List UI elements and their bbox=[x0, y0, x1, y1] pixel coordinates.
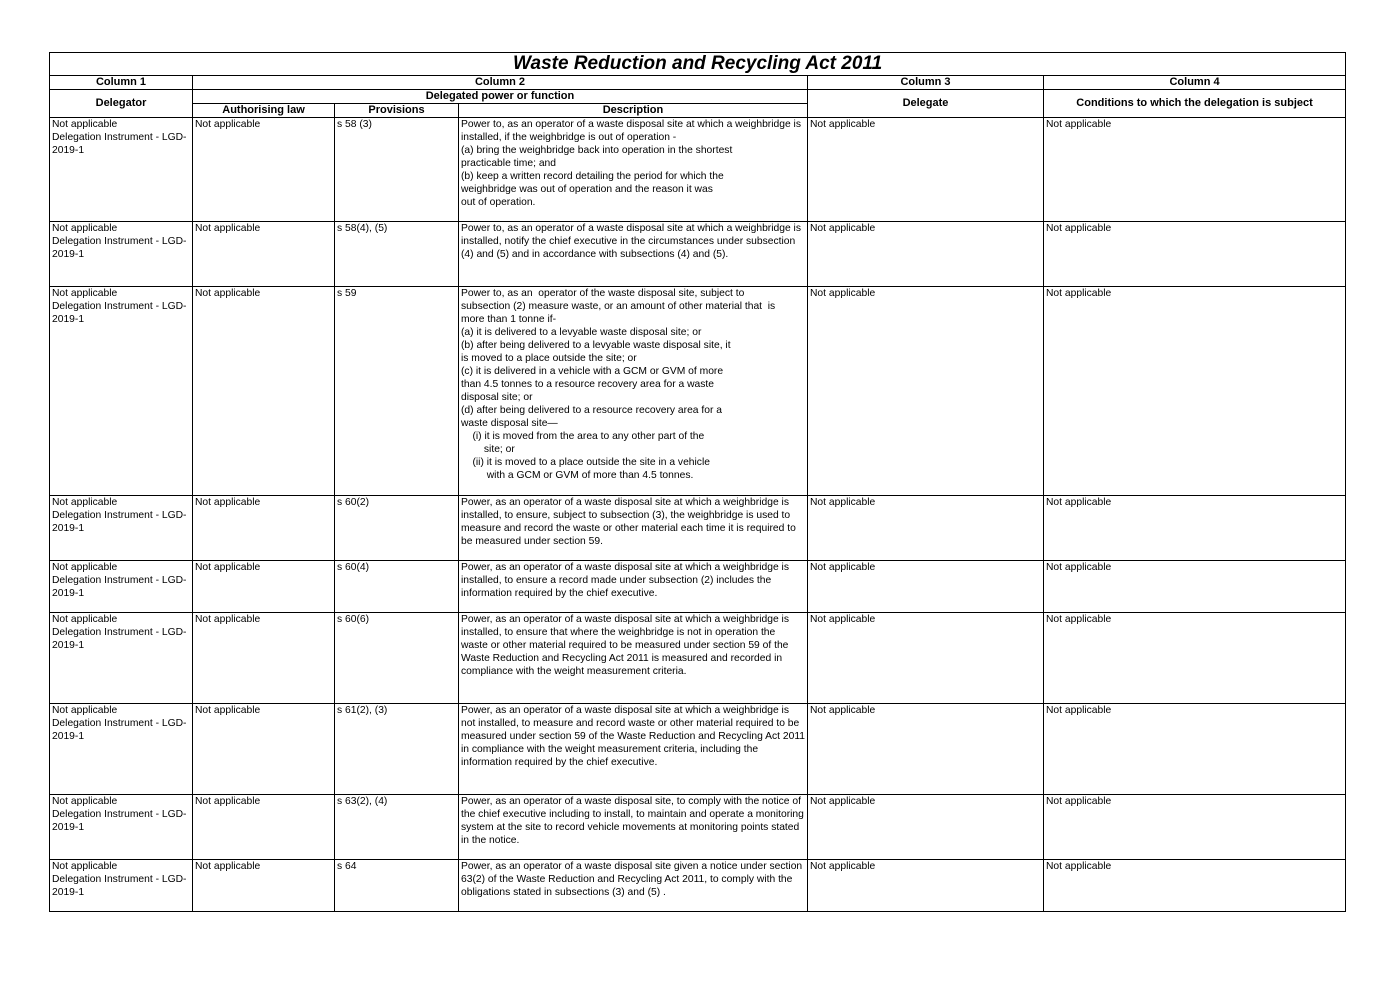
description-cell: Power, as an operator of a waste disposal site at which a weighbridge is installed, to ensure a record made under subsection (2) includes the information required by the chief executive. bbox=[459, 561, 808, 613]
authorising-law-cell: Not applicable bbox=[193, 287, 335, 496]
delegator-cell: Not applicable Delegation Instrument - LGD- 2019-1 bbox=[50, 860, 193, 912]
description-cell: Power to, as an operator of the waste disposal site, subject to subsection (2) measure waste, or an amount of other material that is more than 1 tonne if- (a) it is delivered to a levyable waste disposal site; or (b) after being delivered to a levyable waste disposal site, it is moved to a place outside the site; or (c) it is delivered in a vehicle with a GCM or GVM of more than 4.5 tonnes to a resource recovery area for a waste disposal site; or (d) after being delivered to a resource recovery area for a waste disposal site— (i) it is moved from the area to any other part of the site; or (ii) it is moved to a place outside the site in a vehicle with a GCM or GVM of more than 4.5 tonnes. bbox=[459, 287, 808, 496]
table-row bbox=[50, 561, 1346, 613]
delegate-header: Delegate bbox=[808, 90, 1044, 118]
table-row bbox=[50, 287, 1346, 496]
table-row bbox=[50, 222, 1346, 287]
conditions-cell: Not applicable bbox=[1044, 860, 1346, 912]
description-header: Description bbox=[459, 104, 808, 118]
delegator-cell: Not applicable Delegation Instrument - LGD- 2019-1 bbox=[50, 287, 193, 496]
delegator-header: Delegator bbox=[50, 90, 193, 118]
authorising-law-cell: Not applicable bbox=[193, 222, 335, 287]
table-row bbox=[50, 704, 1346, 795]
delegate-cell: Not applicable bbox=[808, 496, 1044, 561]
table-row bbox=[50, 795, 1346, 860]
delegator-cell: Not applicable Delegation Instrument - LGD- 2019-1 bbox=[50, 118, 193, 222]
page-title: Waste Reduction and Recycling Act 2011 bbox=[50, 53, 1346, 76]
delegation-sheet bbox=[49, 52, 1345, 912]
delegate-cell: Not applicable bbox=[808, 613, 1044, 704]
provision-cell: s 59 bbox=[335, 287, 459, 496]
conditions-cell: Not applicable bbox=[1044, 496, 1346, 561]
conditions-cell: Not applicable bbox=[1044, 704, 1346, 795]
provision-cell: s 60(2) bbox=[335, 496, 459, 561]
conditions-cell: Not applicable bbox=[1044, 287, 1346, 496]
column-4-header: Column 4 bbox=[1044, 76, 1346, 90]
delegator-cell: Not applicable Delegation Instrument - LGD- 2019-1 bbox=[50, 222, 193, 287]
delegator-cell: Not applicable Delegation Instrument - LGD- 2019-1 bbox=[50, 561, 193, 613]
description-cell: Power, as an operator of a waste disposal site at which a weighbridge is not installed, to measure and record waste or other material required to be measured under section 59 of the Waste Reduction and Recycling Act 2011 in compliance with the weight measurement criteria, including the information required by the chief executive. bbox=[459, 704, 808, 795]
authorising-law-cell: Not applicable bbox=[193, 860, 335, 912]
authorising-law-cell: Not applicable bbox=[193, 118, 335, 222]
provision-cell: s 63(2), (4) bbox=[335, 795, 459, 860]
description-cell: Power, as an operator of a waste disposal site, to comply with the notice of the chief executive including to install, to maintain and operate a monitoring system at the site to record vehicle movements at monitoring points stated in the notice. bbox=[459, 795, 808, 860]
provision-cell: s 60(4) bbox=[335, 561, 459, 613]
authorising-law-cell: Not applicable bbox=[193, 795, 335, 860]
provision-cell: s 58 (3) bbox=[335, 118, 459, 222]
description-cell: Power to, as an operator of a waste disposal site at which a weighbridge is installed, notify the chief executive in the circumstances under subsection (4) and (5) and in accordance with subsections (4) and (5). bbox=[459, 222, 808, 287]
conditions-cell: Not applicable bbox=[1044, 561, 1346, 613]
delegate-cell: Not applicable bbox=[808, 561, 1044, 613]
conditions-cell: Not applicable bbox=[1044, 222, 1346, 287]
delegated-power-header: Delegated power or function bbox=[193, 90, 808, 104]
provision-cell: s 58(4), (5) bbox=[335, 222, 459, 287]
conditions-cell: Not applicable bbox=[1044, 795, 1346, 860]
delegation-table bbox=[49, 52, 1346, 912]
authorising-law-header: Authorising law bbox=[193, 104, 335, 118]
delegate-cell: Not applicable bbox=[808, 287, 1044, 496]
authorising-law-cell: Not applicable bbox=[193, 704, 335, 795]
conditions-cell: Not applicable bbox=[1044, 613, 1346, 704]
description-cell: Power, as an operator of a waste disposal site at which a weighbridge is installed, to ensure that where the weighbridge is not in operation the waste or other material required to be measured under section 59 of the Waste Reduction and Recycling Act 2011 is measured and recorded in compliance with the weight measurement criteria. bbox=[459, 613, 808, 704]
delegate-cell: Not applicable bbox=[808, 118, 1044, 222]
table-row bbox=[50, 860, 1346, 912]
provision-cell: s 61(2), (3) bbox=[335, 704, 459, 795]
conditions-cell: Not applicable bbox=[1044, 118, 1346, 222]
table-row bbox=[50, 613, 1346, 704]
description-cell: Power, as an operator of a waste disposal site at which a weighbridge is installed, to ensure, subject to subsection (3), the weighbridge is used to measure and record the waste or other material each time it is required to be measured under section 59. bbox=[459, 496, 808, 561]
delegator-cell: Not applicable Delegation Instrument - LGD- 2019-1 bbox=[50, 496, 193, 561]
authorising-law-cell: Not applicable bbox=[193, 613, 335, 704]
table-row bbox=[50, 118, 1346, 222]
description-cell: Power, as an operator of a waste disposal site given a notice under section 63(2) of the Waste Reduction and Recycling Act 2011, to comply with the obligations stated in subsections (3) and (5) . bbox=[459, 860, 808, 912]
delegate-cell: Not applicable bbox=[808, 860, 1044, 912]
delegator-cell: Not applicable Delegation Instrument - LGD- 2019-1 bbox=[50, 704, 193, 795]
description-cell: Power to, as an operator of a waste disposal site at which a weighbridge is installed, if the weighbridge is out of operation - (a) bring the weighbridge back into operation in the shortest practicable time; and (b) keep a written record detailing the period for which the weighbridge was out of operation and the reason it was out of operation. bbox=[459, 118, 808, 222]
column-1-header: Column 1 bbox=[50, 76, 193, 90]
delegate-cell: Not applicable bbox=[808, 704, 1044, 795]
provisions-header: Provisions bbox=[335, 104, 459, 118]
table-row bbox=[50, 496, 1346, 561]
column-3-header: Column 3 bbox=[808, 76, 1044, 90]
delegator-cell: Not applicable Delegation Instrument - LGD- 2019-1 bbox=[50, 613, 193, 704]
delegate-cell: Not applicable bbox=[808, 222, 1044, 287]
delegate-cell: Not applicable bbox=[808, 795, 1044, 860]
provision-cell: s 64 bbox=[335, 860, 459, 912]
conditions-header: Conditions to which the delegation is subject bbox=[1044, 90, 1346, 118]
authorising-law-cell: Not applicable bbox=[193, 496, 335, 561]
delegator-cell: Not applicable Delegation Instrument - LGD- 2019-1 bbox=[50, 795, 193, 860]
column-2-header: Column 2 bbox=[193, 76, 808, 90]
provision-cell: s 60(6) bbox=[335, 613, 459, 704]
authorising-law-cell: Not applicable bbox=[193, 561, 335, 613]
